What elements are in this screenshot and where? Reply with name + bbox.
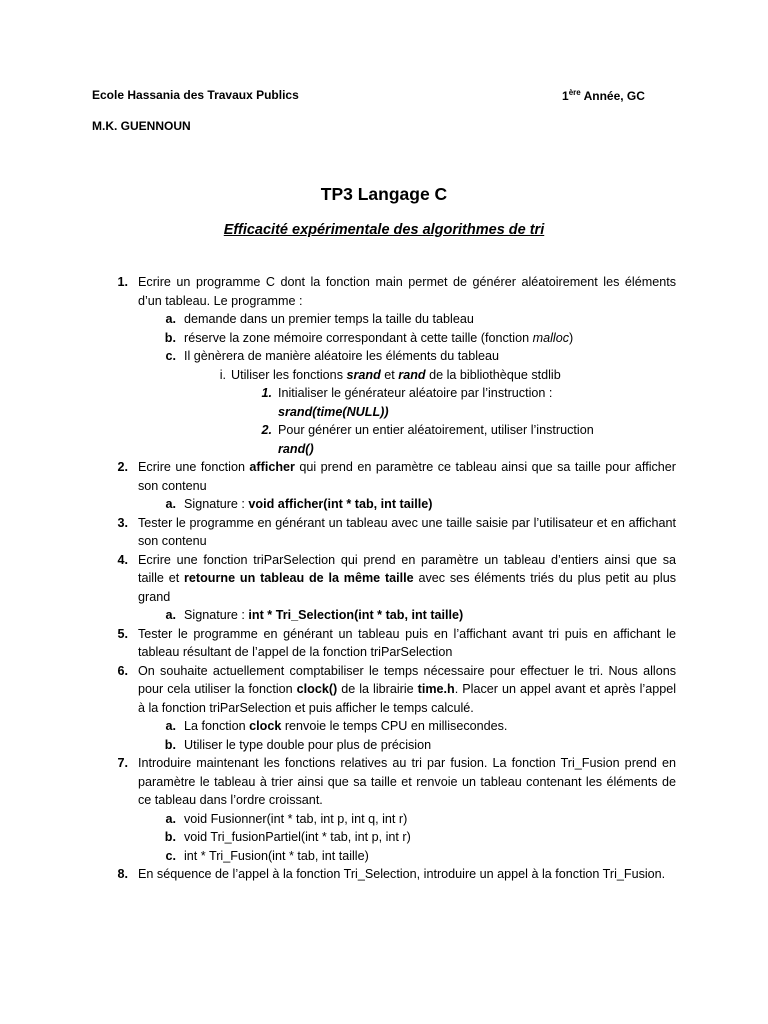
list-item: 4. Ecrire une fonction triParSelection qui prend en paramètre un tableau d’entiers ainsi que sa taille et retourne un tableau de la même taille avec ses éléments triés du plus petit au plus grand bbox=[117, 552, 677, 604]
exercise-list bbox=[0, 273, 768, 884]
sub-item: b. réserve la zone mémoire correspondant à cette taille (fonction malloc) bbox=[164, 330, 574, 345]
code-snippet: rand() bbox=[278, 441, 314, 456]
school-name: Ecole Hassania des Travaux Publics bbox=[92, 88, 299, 102]
year-label: 1ère Année, GC bbox=[562, 88, 645, 103]
list-item: 7. Introduire maintenant les fonctions relatives au tri par fusion. La fonction Tri_Fusion prend en paramètre le tableau à trier ainsi que sa taille et renvoie un tableau contenant les éléments de ce tableau dans l’ordre croissant. bbox=[117, 756, 676, 807]
sub-item: b. void Tri_fusionPartiel(int * tab, int p, int r) bbox=[164, 830, 411, 844]
step-item: 1. Initialiser le générateur aléatoire par l’instruction : srand(time(NULL)) bbox=[261, 386, 553, 419]
document-title: TP3 Langage C bbox=[320, 184, 448, 204]
document-subtitle: Efficacité expérimentale des algorithmes de tri bbox=[223, 222, 545, 238]
list-item: 8. En séquence de l’appel à la fonction Tri_Selection, introduire un appel à la fonction Tri_Fusion. bbox=[117, 867, 666, 881]
step-item: 2. Pour générer un entier aléatoirement, utiliser l’instruction rand() bbox=[261, 423, 594, 456]
sub-item: a. demande dans un premier temps la taille du tableau bbox=[165, 312, 474, 326]
sub-sub-item: i. Utiliser les fonctions srand et rand de la bibliothèque stdlib bbox=[219, 367, 561, 382]
sub-item: a. void Fusionner(int * tab, int p, int q, int r) bbox=[165, 811, 408, 826]
list-item: 5. Tester le programme en générant un tableau puis en l’affichant avant tri puis en affichant le tableau résultant de l’appel de la fonction triParSelection bbox=[117, 626, 676, 659]
author-name: M.K. GUENNOUN bbox=[92, 119, 191, 133]
sub-item: c. int * Tri_Fusion(int * tab, int taille) bbox=[165, 848, 369, 863]
sub-item: c. Il gènèrera de manière aléatoire les éléments du tableau bbox=[165, 349, 500, 363]
sub-item: a. Signature : void afficher(int * tab, int taille) bbox=[165, 497, 433, 511]
list-item: 1. Ecrire un programme C dont la fonction main permet de générer aléatoirement les éléments d’un tableau. Le programme : bbox=[117, 275, 676, 308]
code-snippet: srand(time(NULL)) bbox=[278, 404, 389, 419]
sub-item: b. Utiliser le type double pour plus de précision bbox=[164, 737, 432, 752]
sub-item: a. La fonction clock renvoie le temps CPU en millisecondes. bbox=[165, 719, 508, 733]
list-item: 2. Ecrire une fonction afficher qui prend en paramètre ce tableau ainsi que sa taille pour afficher son contenu bbox=[117, 460, 676, 493]
sub-item: a. Signature : int * Tri_Selection(int * tab, int taille) bbox=[165, 608, 464, 622]
list-item: 3. Tester le programme en générant un tableau avec une taille saisie par l’utilisateur et en affichant son contenu bbox=[117, 515, 676, 548]
list-item: 6. On souhaite actuellement comptabiliser le temps nécessaire pour effectuer le tri. Nous allons pour cela utiliser la fonction clock() de la librairie time.h. Placer un appel avant et après l’appel à la fonction triParSelection et puis afficher le temps calculé. bbox=[117, 663, 677, 715]
